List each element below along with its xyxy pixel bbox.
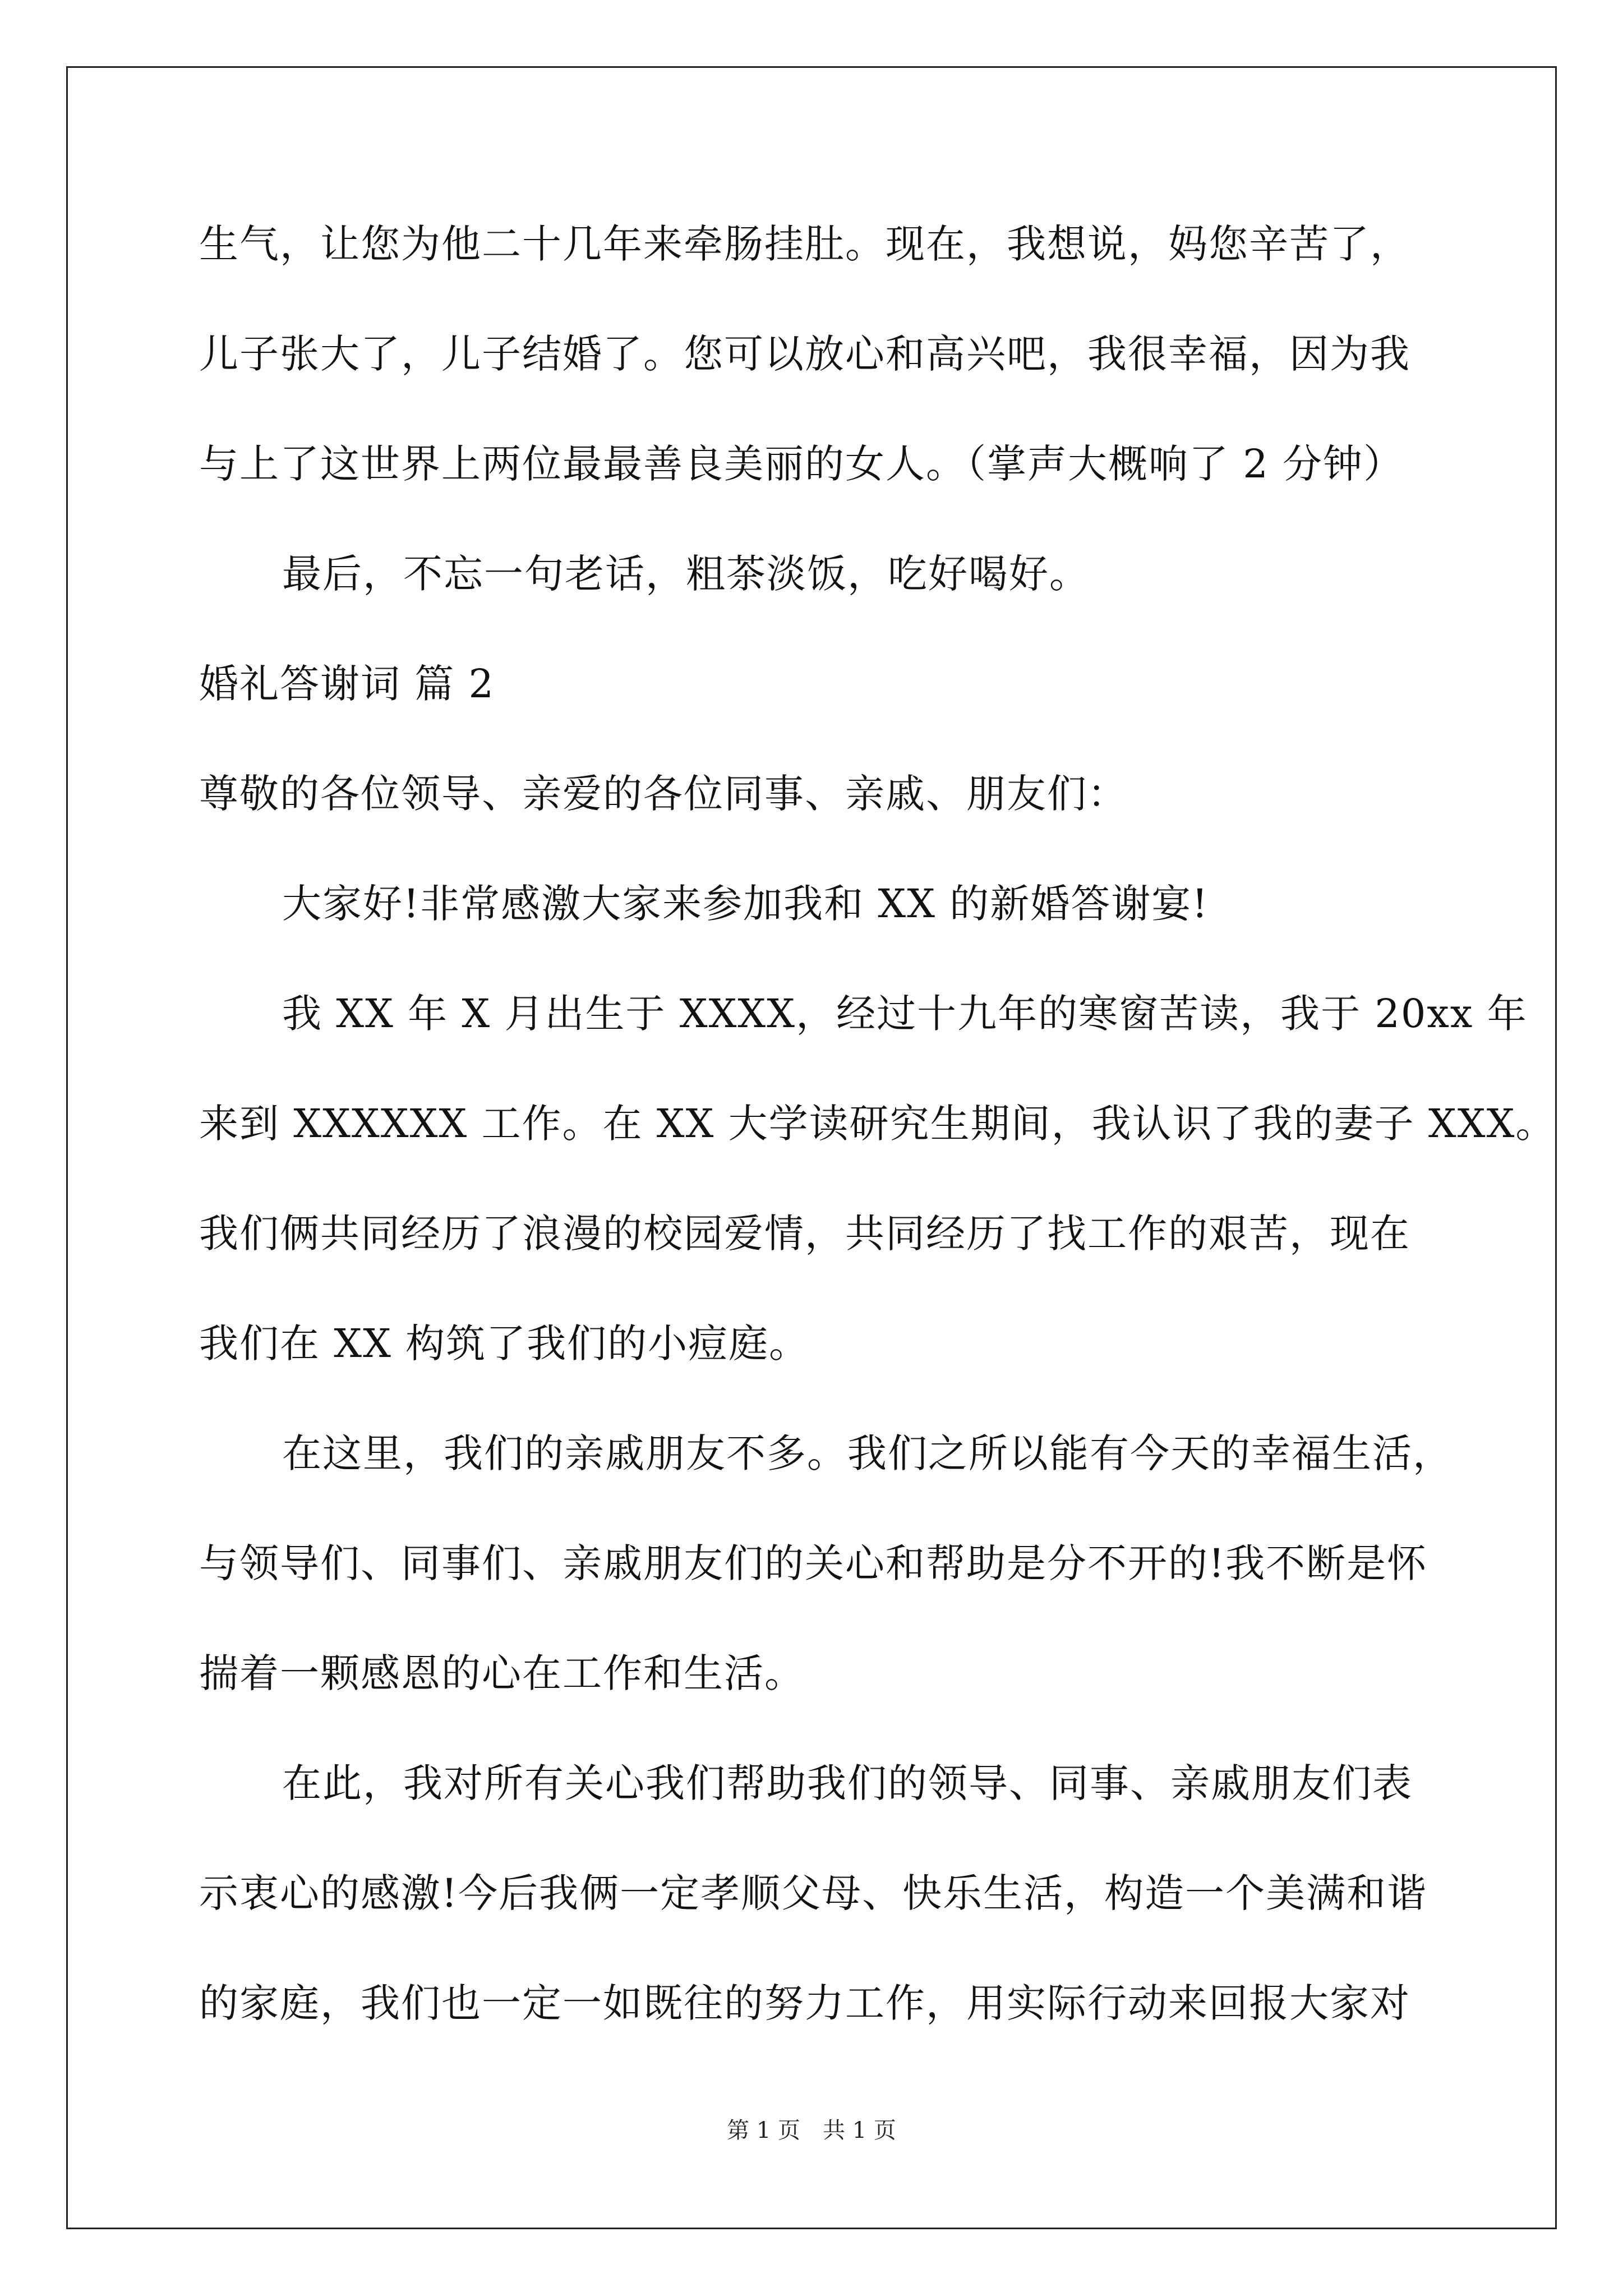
paragraph-line: 揣着一颗感恩的心在工作和生活。	[199, 1650, 805, 1696]
paragraph-line: 生气，让您为他二十几年来牵肠挂肚。现在，我想说，妈您辛苦了，	[199, 221, 1410, 267]
salutation: 尊敬的各位领导、亲爱的各位同事、亲戚、朋友们：	[199, 771, 1128, 817]
paragraph-line: 的家庭，我们也一定一如既往的努力工作，用实际行动来回报大家对	[199, 1980, 1410, 2026]
paragraph-line: 与领导们、同事们、亲戚朋友们的关心和帮助是分不开的!我不断是怀	[199, 1540, 1428, 1586]
paragraph-line: 在此，我对所有关心我们帮助我们的领导、同事、亲戚朋友们表	[282, 1760, 1413, 1806]
paragraph-line: 我 XX 年 X 月出生于 XXXX，经过十九年的寒窗苦读，我于 20xx 年	[282, 991, 1528, 1037]
paragraph-line: 我们俩共同经历了浪漫的校园爱情，共同经历了找工作的艰苦，现在	[199, 1211, 1410, 1257]
paragraph-line: 我们在 XX 构筑了我们的小痘庭。	[199, 1320, 810, 1366]
paragraph-line: 儿子张大了，儿子结婚了。您可以放心和高兴吧，我很幸福，因为我	[199, 331, 1410, 377]
page-number-footer: 第 1 页 共 1 页	[727, 2118, 896, 2143]
paragraph-line: 最后，不忘一句老话，粗茶淡饭，吃好喝好。	[282, 551, 1090, 597]
paragraph-line: 在这里，我们的亲戚朋友不多。我们之所以能有今天的幸福生活，	[282, 1430, 1453, 1476]
section-heading: 婚礼答谢词 篇 2	[199, 661, 495, 707]
paragraph-line: 示衷心的感激!今后我俩一定孝顺父母、快乐生活，构造一个美满和谐	[199, 1870, 1428, 1916]
paragraph-line: 来到 XXXXXX 工作。在 XX 大学读研究生期间，我认识了我的妻子 XXX。	[199, 1101, 1556, 1147]
paragraph-line: 与上了这世界上两位最最善良美丽的女人。（掌声大概响了 2 分钟）	[199, 441, 1404, 487]
paragraph-line: 大家好!非常感激大家来参加我和 XX 的新婚答谢宴!	[282, 881, 1209, 927]
